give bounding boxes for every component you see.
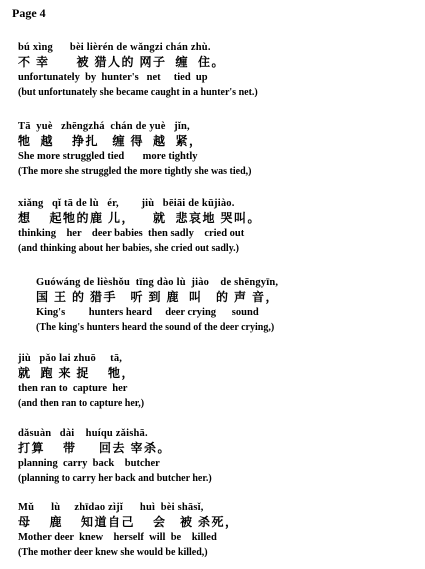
chinese-line: 国 王 的 猎手 听 到 鹿 叫 的 声 音， [36,290,280,304]
translation-line: (planning to carry her back and butcher her.) [18,473,212,484]
verse-2 [18,119,418,179]
chinese-line: 母 鹿 知道自己 会 被 杀死， [18,515,239,529]
chinese-line: 不 幸 被 猎人的 网子 缠 住。 [18,55,226,69]
gloss-line: then ran to capture her [18,383,128,394]
pinyin-line: xiǎng qǐ tā de lù ér, jiù bēiāi de kūjiào. [18,198,235,209]
translation-line: (The mother deer knew she would be killed,) [18,547,208,558]
verse-3 [18,196,418,256]
verse-4 [36,275,425,335]
gloss-line: unfortunately by hunter's net tied up [18,72,208,83]
pinyin-line: Guówáng de lièshǒu tīng dào lù jiào de shēngyīn, [36,277,279,288]
chinese-line: 想 起牠的鹿 儿， 就 悲哀地 哭叫。 [18,211,262,225]
verse-7 [18,500,418,560]
gloss-line: She more struggled tied more tightly [18,151,198,162]
gloss-line: King's hunters heard deer crying sound [36,307,259,318]
translation-line: (and thinking about her babies, she cried out sadly.) [18,243,239,254]
verse-6 [18,426,418,486]
pinyin-line: Tā yuè zhēngzhá chán de yuè jǐn, [18,121,190,132]
chinese-line: 打算 带 回去 宰杀。 [18,441,172,455]
chinese-line: 牠 越 挣扎 缠 得 越 紧， [18,134,203,148]
translation-line: (but unfortunately she became caught in a hunter's net.) [18,87,258,98]
translation-line: (and then ran to capture her,) [18,398,145,409]
translation-line: (The more she struggled the more tightly she was tied,) [18,166,252,177]
pinyin-line: Mǔ lù zhīdao zìjǐ huì bèi shāsǐ, [18,502,204,513]
verse-5 [18,351,418,411]
translation-line: (The king's hunters heard the sound of the deer crying,) [36,322,275,333]
chinese-line: 就 跑 来 捉 牠， [18,366,136,380]
page-number: Page 4 [12,6,46,20]
gloss-line: Mother deer knew herself will be killed [18,532,217,543]
pinyin-line: dǎsuàn dài huíqu zǎishā. [18,428,148,439]
gloss-line: thinking her deer babies then sadly cried out [18,228,245,239]
pinyin-line: jiù pǎo lai zhuō tā, [18,353,123,364]
gloss-line: planning carry back butcher [18,458,160,469]
pinyin-line: bú xìng bèi lièrén de wǎngzi chán zhù. [18,42,211,53]
verse-1 [18,40,418,100]
